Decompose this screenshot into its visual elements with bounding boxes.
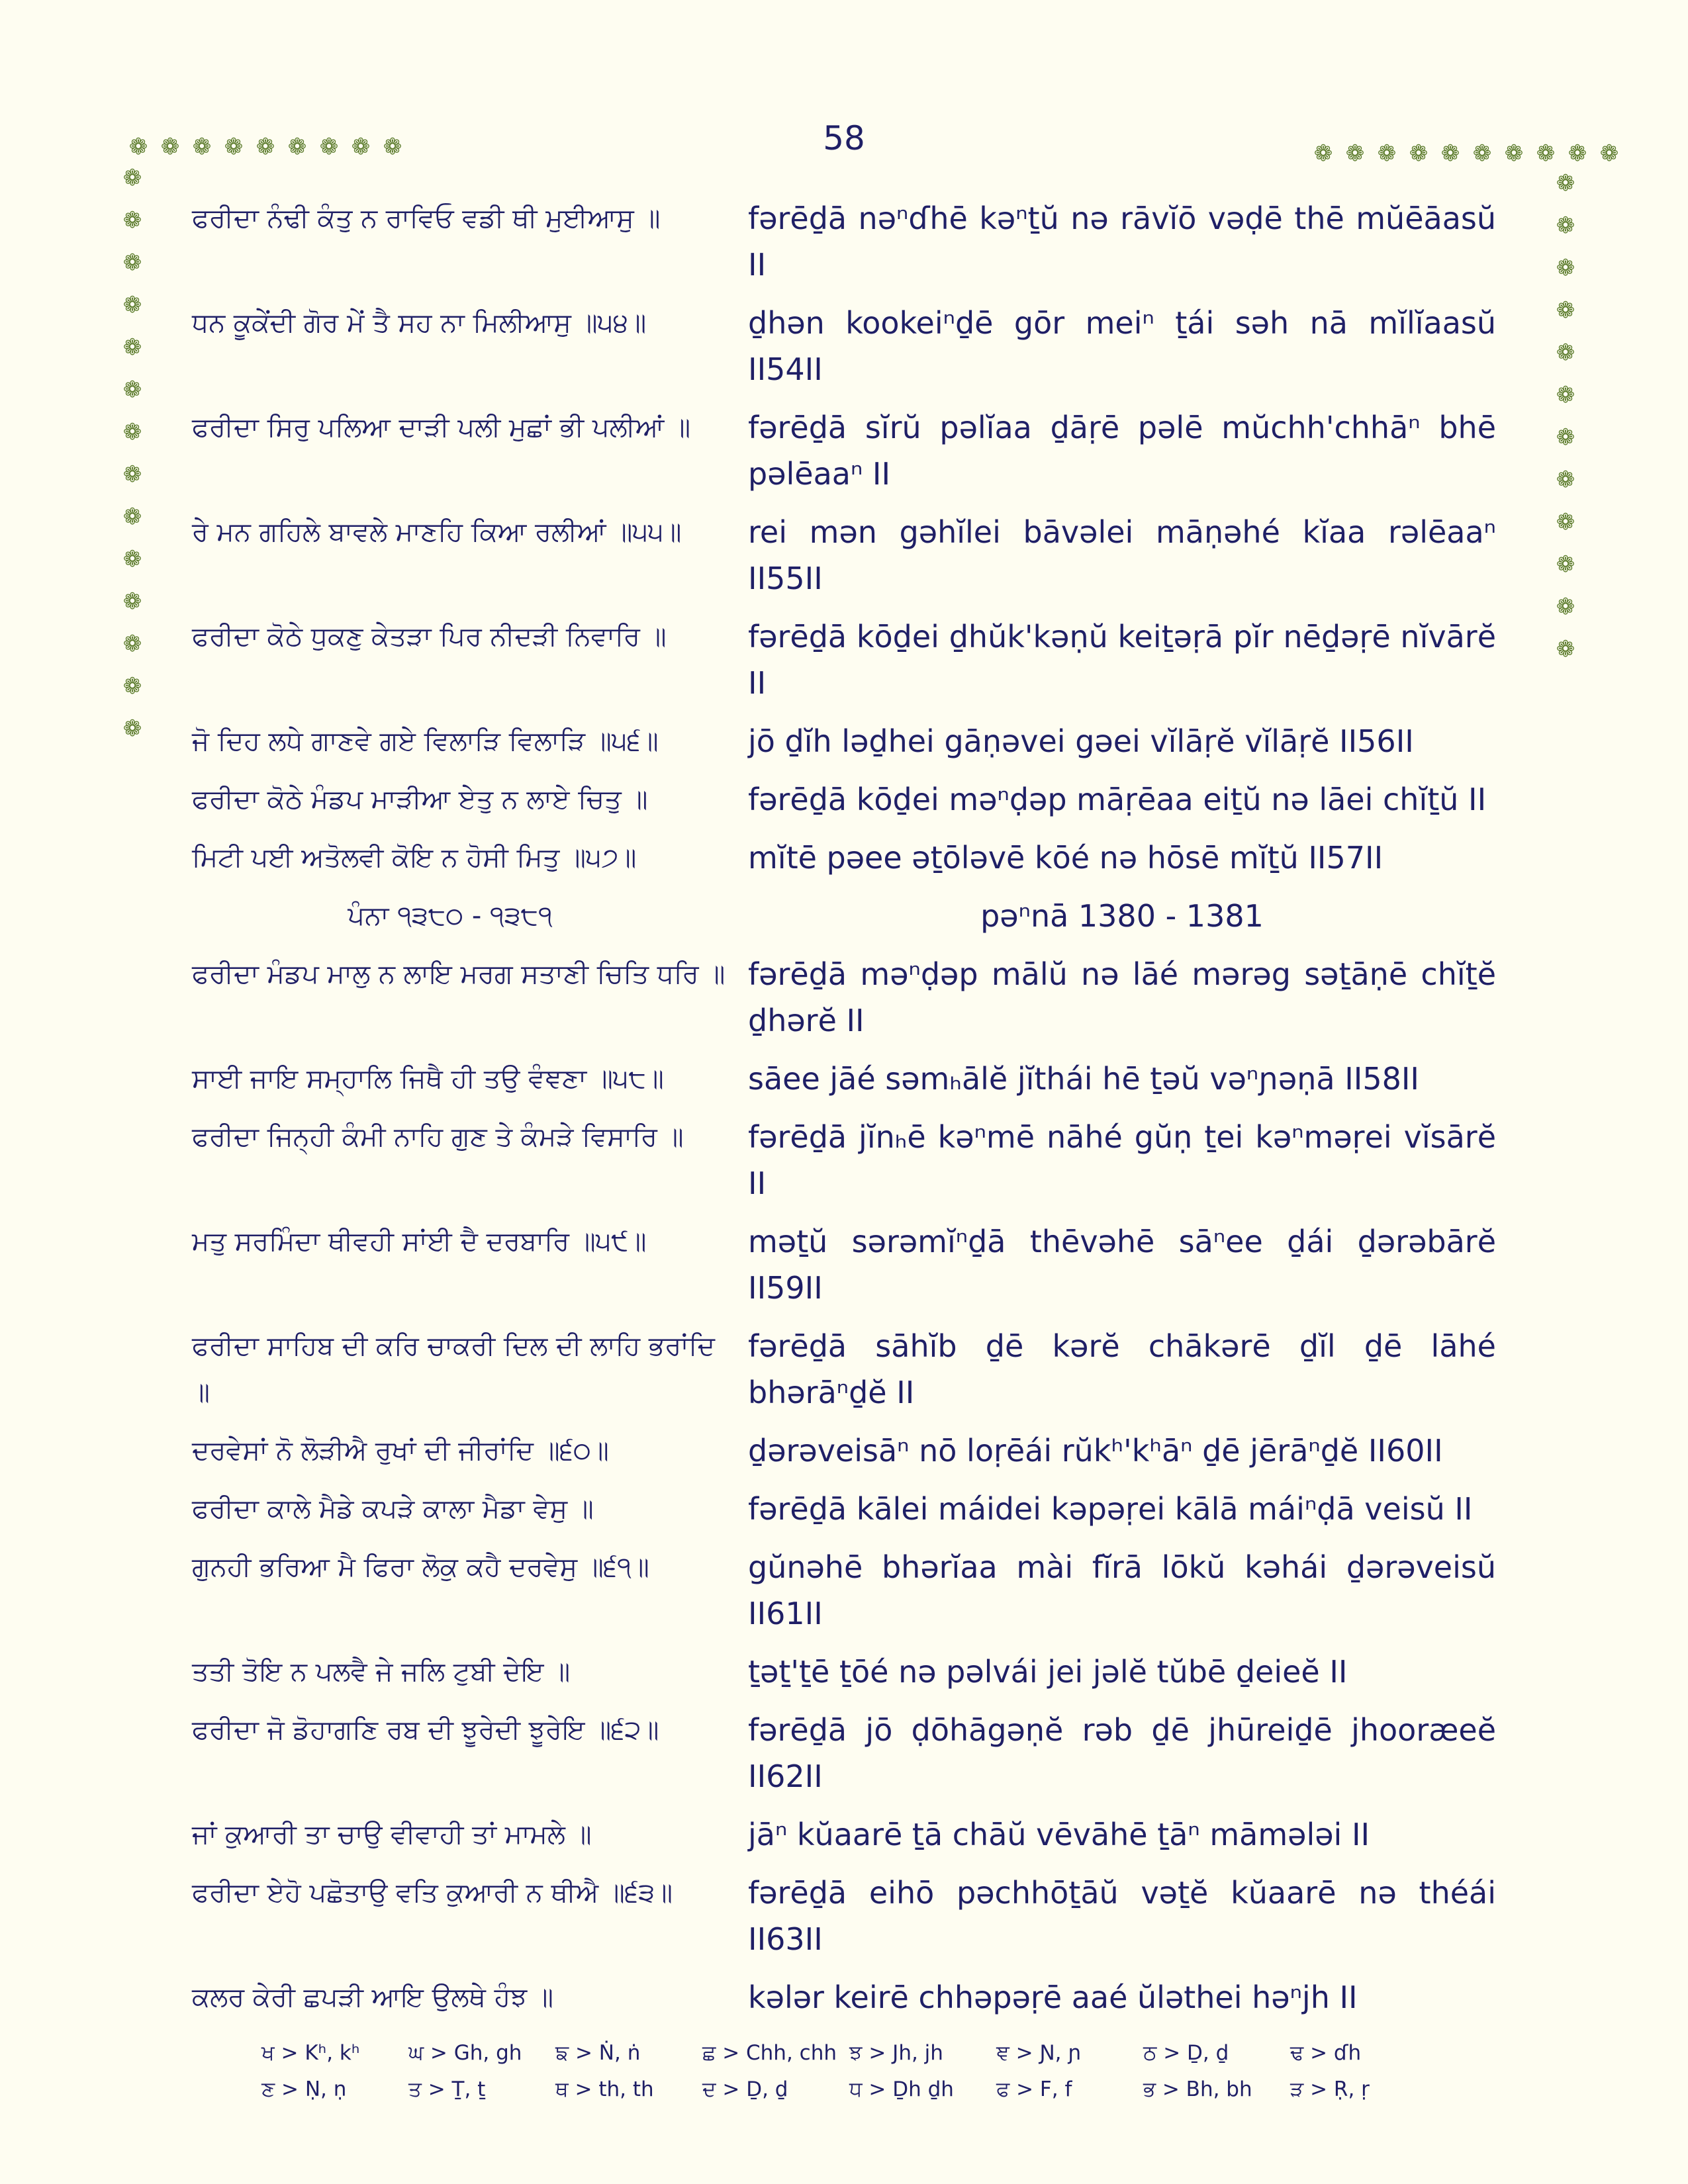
legend-item: ਢ > ɗh — [1290, 2041, 1362, 2065]
legend-item: ਤ > Ṯ, ṯ — [408, 2077, 486, 2101]
right-flower-border — [1552, 172, 1579, 680]
transliteration-text: ḏərəveisāⁿ nō loṛēái rŭkʰ'kʰāⁿ ḏē jērāⁿḏĕ II60II — [748, 1433, 1443, 1469]
flower-icon: ❁ — [1556, 340, 1575, 366]
gurmukhi-text: ਫਰੀਦਾ ਜਿਨ੍ਹੀ ਕੰਮੀ ਨਾਹਿ ਗੁਣ ਤੇ ਕੰਮੜੇ ਵਿਸਾਰਿ ॥ — [192, 1122, 684, 1152]
verse-row — [192, 195, 1516, 288]
flower-icon: ❁ — [122, 250, 142, 276]
flower-icon: ❁ — [122, 715, 142, 742]
flower-icon: ❁ — [1556, 467, 1575, 493]
legend-item: ਫ > F, f — [996, 2077, 1072, 2101]
flower-icon: ❁ — [122, 504, 142, 530]
flower-icon: ❁ — [122, 461, 142, 488]
transliteration-text: fərēḏā kālei máidei kəpəṛei kālā máiⁿḍā veisŭ II — [748, 1491, 1473, 1527]
gurmukhi-text: ਤਤੀ ਤੋਇ ਨ ਪਲਵੈ ਜੇ ਜਲਿ ਟੁਬੀ ਦੇਇ ॥ — [192, 1657, 571, 1687]
flower-icon: ❁ — [1536, 140, 1556, 167]
flower-icon: ❁ — [224, 134, 244, 160]
verse-row — [192, 718, 1516, 764]
verse-row — [192, 509, 1516, 602]
transliteration-text: pəⁿnā 1380 - 1381 — [980, 898, 1264, 934]
verse-row — [192, 614, 1516, 706]
legend-item: ਙ > Ṅ, ṅ — [555, 2041, 641, 2065]
gurmukhi-text: ਦਰਵੇਸਾਂ ਨੋ ਲੋੜੀਐ ਰੁਖਾਂ ਦੀ ਜੀਰਾਂਦਿ ॥੬੦॥ — [192, 1435, 609, 1466]
verse-row — [192, 1428, 1516, 1474]
flower-icon: ❁ — [287, 134, 307, 160]
verse-row — [192, 1323, 1516, 1416]
transliteration-text: fərēḏā məⁿḍəp mālŭ nə lāé mərəg səṯāṇē chĭṯĕ ḏhərĕ II — [748, 956, 1496, 1038]
gurmukhi-text: ਮਿਟੀ ਪਈ ਅਤੋਲਵੀ ਕੋਇ ਨ ਹੋਸੀ ਮਿਤੁ ॥੫੭॥ — [192, 842, 637, 873]
flower-icon: ❁ — [1409, 140, 1429, 167]
flower-icon: ❁ — [122, 292, 142, 318]
flower-icon: ❁ — [122, 419, 142, 445]
flower-icon: ❁ — [192, 134, 212, 160]
flower-icon: ❁ — [1556, 636, 1575, 662]
gurmukhi-text: ਪੰਨਾ ੧੩੮੦ - ੧੩੮੧ — [348, 901, 553, 931]
gurmukhi-text: ਰੇ ਮਨ ਗਹਿਲੇ ਬਾਵਲੇ ਮਾਣਹਿ ਕਿਆ ਰਲੀਆਂ ॥੫੫॥ — [192, 517, 682, 547]
transliteration-text: fərēḏā kōḏei məⁿḍəp māṛēaa eiṯŭ nə lāei chĭṯŭ II — [748, 782, 1487, 817]
legend-item: ਝ > Jh, jh — [849, 2041, 943, 2065]
page-number: 58 — [823, 119, 865, 158]
transliteration-text: fərēḏā nəⁿɗhē kəⁿṯŭ nə rāvĭō vəḍē thē mŭēāasŭ II — [748, 201, 1496, 283]
transliteration-text: fərēḏā kōḏei ḏhŭk'kəṇŭ keiṯəṛā pĭr nēḏəṛē nĭvārĕ II — [748, 619, 1496, 701]
legend-item: ਞ > Ɲ, ɲ — [996, 2041, 1082, 2065]
legend-item: ਣ > Ṇ, ṇ — [261, 2077, 347, 2101]
transliteration-text: fərēḏā jĭnₕē kəⁿmē nāhé gŭṇ ṯei kəⁿməṛei vĭsārĕ II — [748, 1119, 1496, 1201]
flower-icon: ❁ — [319, 134, 339, 160]
gurmukhi-text: ਫਰੀਦਾ ਏਹੋ ਪਛੋਤਾਉ ਵਤਿ ਕੁਆਰੀ ਨ ਥੀਐ ॥੬੩॥ — [192, 1878, 673, 1908]
verse-row — [192, 300, 1516, 392]
verse-row — [192, 1056, 1516, 1102]
flower-icon: ❁ — [1472, 140, 1492, 167]
flower-icon: ❁ — [1504, 140, 1524, 167]
legend-row — [261, 2071, 1453, 2108]
top-right-flower-border — [1307, 142, 1625, 165]
flower-icon: ❁ — [122, 334, 142, 361]
verse-row — [192, 951, 1516, 1044]
gurmukhi-text: ਫਰੀਦਾ ਕਾਲੇ ਮੈਡੇ ਕਪੜੇ ਕਾਲਾ ਮੈਡਾ ਵੇਸੁ ॥ — [192, 1494, 594, 1524]
flower-icon: ❁ — [122, 165, 142, 191]
page-range-heading — [192, 893, 1516, 939]
transliteration-text: ḏhən kookeiⁿḏē gōr meiⁿ ṯái səh nā mĭlĭaasŭ II54II — [748, 305, 1496, 387]
flower-icon: ❁ — [122, 673, 142, 700]
gurmukhi-text: ਗੁਨਹੀ ਭਰਿਆ ਮੈ ਫਿਰਾ ਲੋਕੁ ਕਹੈ ਦਰਵੇਸੁ ॥੬੧॥ — [192, 1552, 649, 1582]
gurmukhi-text: ਫਰੀਦਾ ਕੋਠੇ ਮੰਡਪ ਮਾੜੀਆ ਏਤੁ ਨ ਲਾਏ ਚਿਤੁ ॥ — [192, 784, 648, 815]
flower-icon: ❁ — [1556, 424, 1575, 451]
verse-row — [192, 1544, 1516, 1637]
flower-icon: ❁ — [1556, 594, 1575, 620]
gurmukhi-text: ਫਰੀਦਾ ਕੋਠੇ ਧੁਕਣੁ ਕੇਤੜਾ ਪਿਰ ਨੀਦੜੀ ਨਿਵਾਰਿ ॥ — [192, 621, 667, 652]
legend-item: ਧ > Ḏh ḏh — [849, 2077, 954, 2101]
transliteration-text: ṯəṯ'ṯē ṯōé nə pəlvái jei jəlĕ tŭbē ḏeieĕ II — [748, 1654, 1348, 1690]
top-left-flower-border — [122, 136, 408, 158]
flower-icon: ❁ — [122, 631, 142, 657]
gurmukhi-text: ਮਤੁ ਸਰਮਿੰਦਾ ਥੀਵਹੀ ਸਾਂਈ ਦੈ ਦਰਬਾਰਿ ॥੫੯॥ — [192, 1226, 647, 1257]
verse-row — [192, 404, 1516, 497]
flower-icon: ❁ — [1556, 509, 1575, 535]
legend-item: ਭ > Bh, bh — [1143, 2077, 1252, 2101]
flower-icon: ❁ — [1556, 170, 1575, 197]
transliteration-text: fərēḏā sāhĭb ḏē kərĕ chākərē ḏĭl ḏē lāhé bhərāⁿḏĕ II — [748, 1328, 1496, 1410]
transliteration-text: fərēḏā sĭrŭ pəlĭaa ḏāṛē pəlē mŭchh'chhāⁿ bhē pəlēaaⁿ II — [748, 410, 1496, 492]
verse-row — [192, 1486, 1516, 1532]
legend-item: ਘ > Gh, gh — [408, 2041, 522, 2065]
flower-icon: ❁ — [122, 588, 142, 615]
transliteration-text: kələr keirē chhəpəṛē aaé ŭləthei həⁿjh II — [748, 1979, 1358, 2015]
flower-icon: ❁ — [122, 377, 142, 403]
transliteration-text: jāⁿ kŭaarē ṯā chāŭ vēvāhē ṯāⁿ māmələi II — [748, 1817, 1370, 1852]
flower-icon: ❁ — [160, 134, 180, 160]
flower-icon: ❁ — [1556, 212, 1575, 239]
flower-icon: ❁ — [1345, 140, 1365, 167]
legend-item: ਥ > th, th — [555, 2077, 654, 2101]
transliteration-text: mĭtē pəee əṯōləvē kōé nə hōsē mĭṯŭ II57II — [748, 840, 1383, 876]
verse-row — [192, 1218, 1516, 1311]
flower-icon: ❁ — [1440, 140, 1460, 167]
flower-icon: ❁ — [128, 134, 148, 160]
legend-item: ਦ > Ḏ, ḏ — [702, 2077, 788, 2101]
legend-item: ਖ > Kʰ, kʰ — [261, 2041, 360, 2065]
verse-row — [192, 1649, 1516, 1695]
verse-table — [192, 195, 1516, 2032]
gurmukhi-text: ਕਲਰ ਕੇਰੀ ਛਪੜੀ ਆਇ ਉਲਥੇ ਹੰਝ ॥ — [192, 1982, 554, 2013]
verse-row — [192, 1870, 1516, 1962]
flower-icon: ❁ — [351, 134, 371, 160]
transliteration-text: sāee jāé səmₕālĕ jĭthái hē ṯəŭ vəⁿɲəṇā II58II — [748, 1061, 1419, 1097]
transliteration-text: fərēḏā jō ḍōhāgəṇĕ rəb ḏē jhūreiḏē jhooræeĕ II62II — [748, 1712, 1496, 1794]
legend-item: ਛ > Chh, chh — [702, 2041, 837, 2065]
flower-icon: ❁ — [256, 134, 275, 160]
flower-icon: ❁ — [1556, 297, 1575, 324]
flower-icon: ❁ — [1599, 140, 1619, 167]
flower-icon: ❁ — [383, 134, 402, 160]
gurmukhi-text: ਧਨ ਕੂਕੇਂਦੀ ਗੋਰ ਮੇਂ ਤੈ ਸਹ ਨਾ ਮਿਲੀਆਸੁ ॥੫੪॥ — [192, 308, 647, 338]
left-flower-border — [119, 167, 146, 760]
transliteration-text: gŭnəhē bhərĭaa mài fĭrā lōkŭ kəhái ḏərəveisŭ II61II — [748, 1549, 1496, 1631]
flower-icon: ❁ — [1313, 140, 1333, 167]
flower-icon: ❁ — [122, 207, 142, 234]
flower-icon: ❁ — [1568, 140, 1587, 167]
gurmukhi-text: ਜਾਂ ਕੁਆਰੀ ਤਾ ਚਾਉ ਵੀਵਾਹੀ ਤਾਂ ਮਾਮਲੇ ॥ — [192, 1819, 592, 1850]
flower-icon: ❁ — [1556, 382, 1575, 408]
verse-row — [192, 835, 1516, 881]
flower-icon: ❁ — [1556, 255, 1575, 281]
gurmukhi-text: ਸਾਈ ਜਾਇ ਸਮ੍ਹਾਲਿ ਜਿਥੈ ਹੀ ਤਉ ਵੰਞਣਾ ॥੫੮॥ — [192, 1064, 664, 1094]
gurmukhi-text: ਫਰੀਦਾ ਮੰਡਪ ਮਾਲੁ ਨ ਲਾਇ ਮਰਗ ਸਤਾਣੀ ਚਿਤਿ ਧਰਿ ॥ — [192, 959, 726, 989]
gurmukhi-text: ਫਰੀਦਾ ਸਿਰੁ ਪਲਿਆ ਦਾੜੀ ਪਲੀ ਮੁਛਾਂ ਭੀ ਪਲੀਆਂ ॥ — [192, 412, 691, 443]
transliteration-text: məṯŭ sərəmĭⁿḏā thēvəhē sāⁿee ḏái ḏərəbārĕ II59II — [748, 1224, 1496, 1306]
flower-icon: ❁ — [122, 546, 142, 572]
gurmukhi-text: ਫਰੀਦਾ ਨੰਢੀ ਕੰਤੁ ਨ ਰਾਵਿਓ ਵਡੀ ਥੀ ਮੁਈਆਸੁ ॥ — [192, 203, 661, 234]
verse-row — [192, 1114, 1516, 1206]
gurmukhi-text: ਜੋ ਦਿਹ ਲਧੇ ਗਾਣਵੇ ਗਏ ਵਿਲਾੜਿ ਵਿਲਾੜਿ ॥੫੬॥ — [192, 726, 659, 756]
transliteration-legend — [261, 2035, 1453, 2108]
verse-row — [192, 776, 1516, 823]
legend-item: ਠ > Ḏ, ḏ — [1143, 2041, 1229, 2065]
transliteration-text: fərēḏā eihō pəchhōṯāŭ vəṯĕ kŭaarē nə théái II63II — [748, 1875, 1496, 1957]
verse-row — [192, 1707, 1516, 1799]
verse-row — [192, 1811, 1516, 1858]
transliteration-text: jō ḏĭh ləḏhei gāṇəvei gəei vĭlāṛĕ vĭlāṛĕ II56II — [748, 723, 1414, 759]
legend-item: ੜ > Ṛ, ṛ — [1290, 2077, 1370, 2101]
flower-icon: ❁ — [1556, 551, 1575, 578]
legend-row — [261, 2035, 1453, 2071]
verse-row — [192, 1974, 1516, 2021]
flower-icon: ❁ — [1377, 140, 1397, 167]
transliteration-text: rei mən gəhĭlei bāvəlei māṇəhé kĭaa rəlēaaⁿ II55II — [748, 514, 1496, 596]
gurmukhi-text: ਫਰੀਦਾ ਜੋ ਡੋਹਾਗਣਿ ਰਬ ਦੀ ਝੂਰੇਦੀ ਝੂਰੇਇ ॥੬੨॥ — [192, 1715, 659, 1745]
gurmukhi-text: ਫਰੀਦਾ ਸਾਹਿਬ ਦੀ ਕਰਿ ਚਾਕਰੀ ਦਿਲ ਦੀ ਲਾਹਿ ਭਰਾਂਦਿ ॥ — [192, 1331, 715, 1408]
